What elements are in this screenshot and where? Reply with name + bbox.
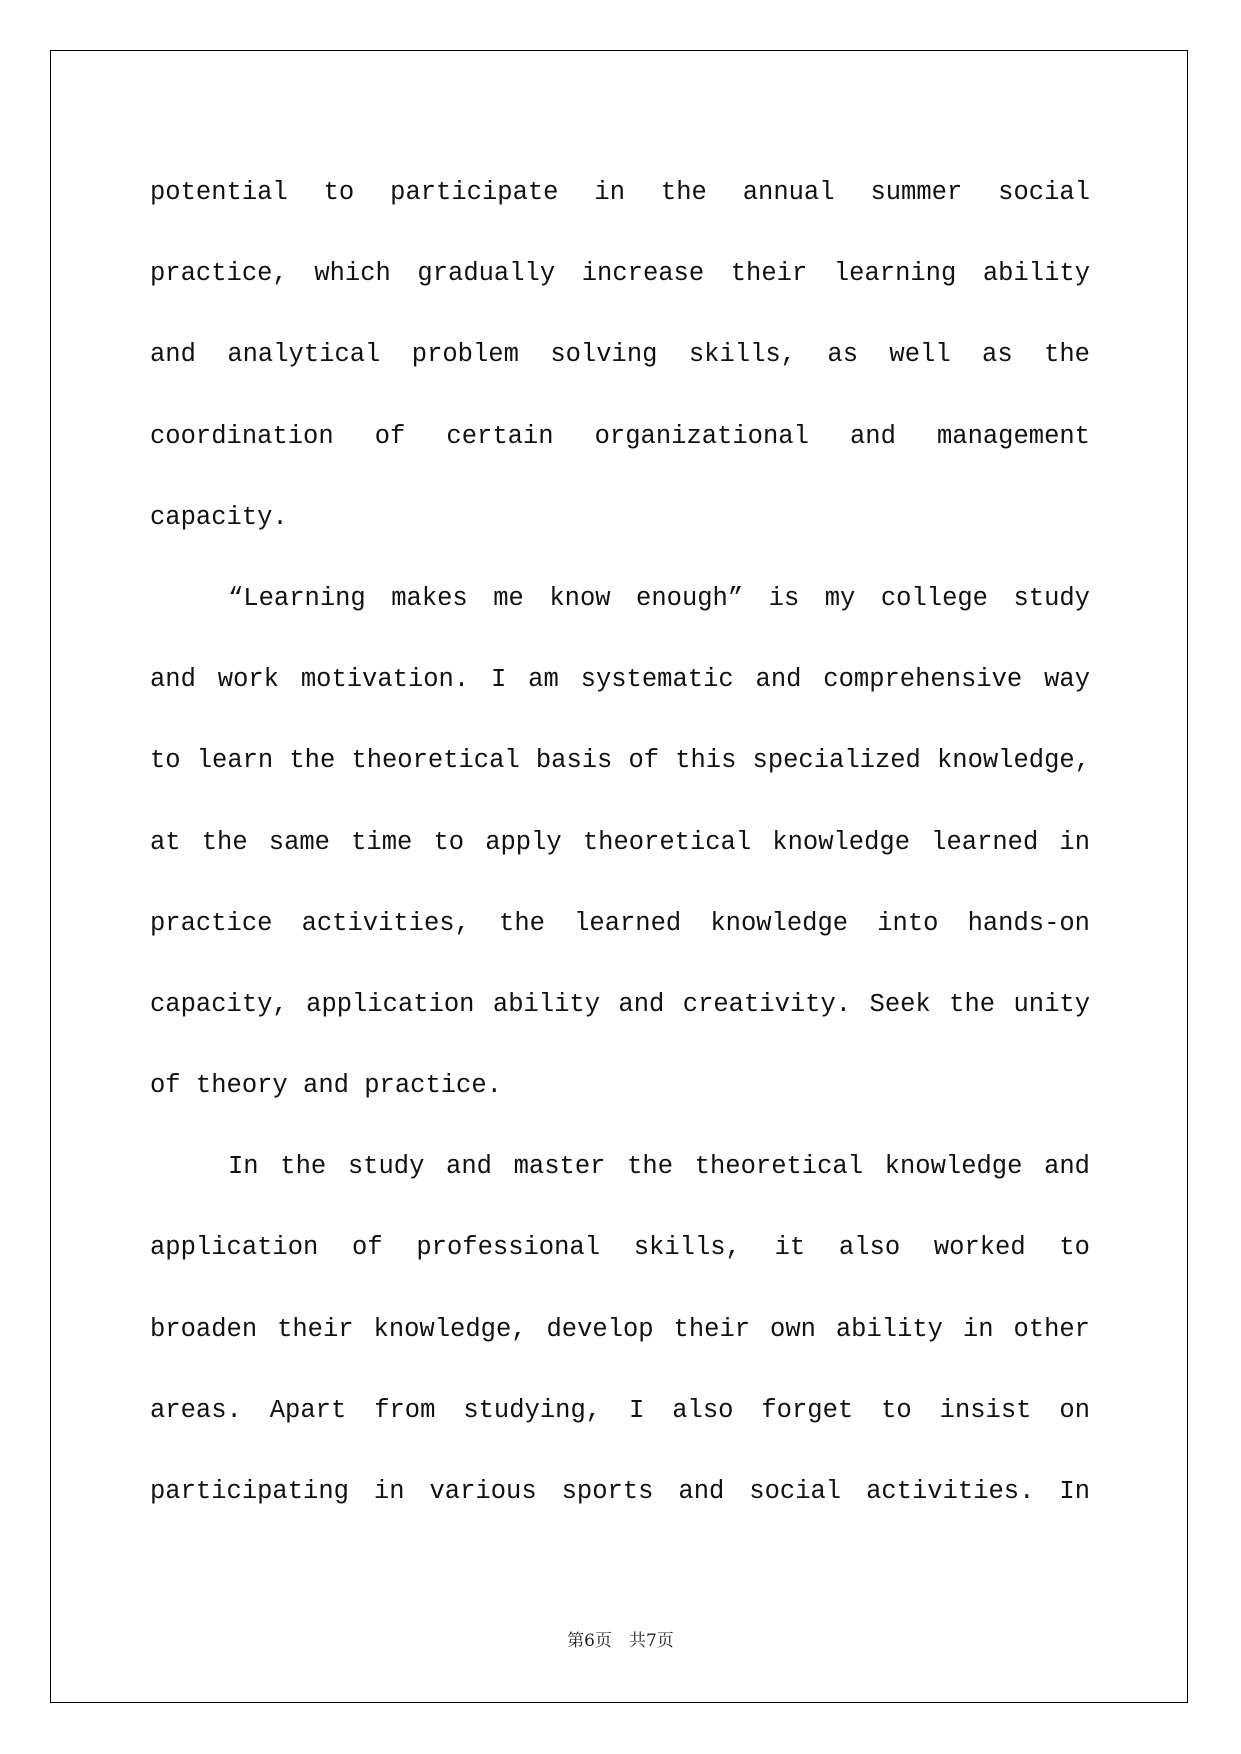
text-line: In the study and master the theoretical knowledge and [228, 1152, 1090, 1182]
text-line: at the same time to apply theoretical knowledge learned in [150, 827, 1090, 857]
text-line: to learn the theoretical basis of this specialized knowledge, [150, 746, 1090, 776]
text-line: capacity. [150, 502, 288, 532]
text-line: practice, which gradually increase their learning ability [150, 259, 1090, 289]
text-line: application of professional skills, it also worked to [150, 1233, 1090, 1263]
text-line: of theory and practice. [150, 1071, 502, 1101]
text-line: and work motivation. I am systematic and comprehensive way [150, 665, 1090, 695]
text-line: participating in various sports and social activities. In [150, 1477, 1090, 1506]
text-line: potential to participate in the annual summer social [150, 178, 1090, 207]
text-line: capacity, application ability and creativity. Seek the unity [150, 989, 1090, 1019]
text-line: practice activities, the learned knowledge into hands-on [150, 908, 1090, 938]
text-line: “Learning makes me know enough” is my college study [228, 583, 1090, 613]
document-body [150, 152, 1090, 1532]
page-footer: 第6页 共7页 [567, 1631, 674, 1651]
text-line: areas. Apart from studying, I also forget to insist on [150, 1395, 1090, 1425]
text-line: coordination of certain organizational and management [150, 421, 1090, 451]
text-line: broaden their knowledge, develop their own ability in other [150, 1314, 1090, 1344]
text-line: and analytical problem solving skills, as well as the [150, 340, 1090, 370]
